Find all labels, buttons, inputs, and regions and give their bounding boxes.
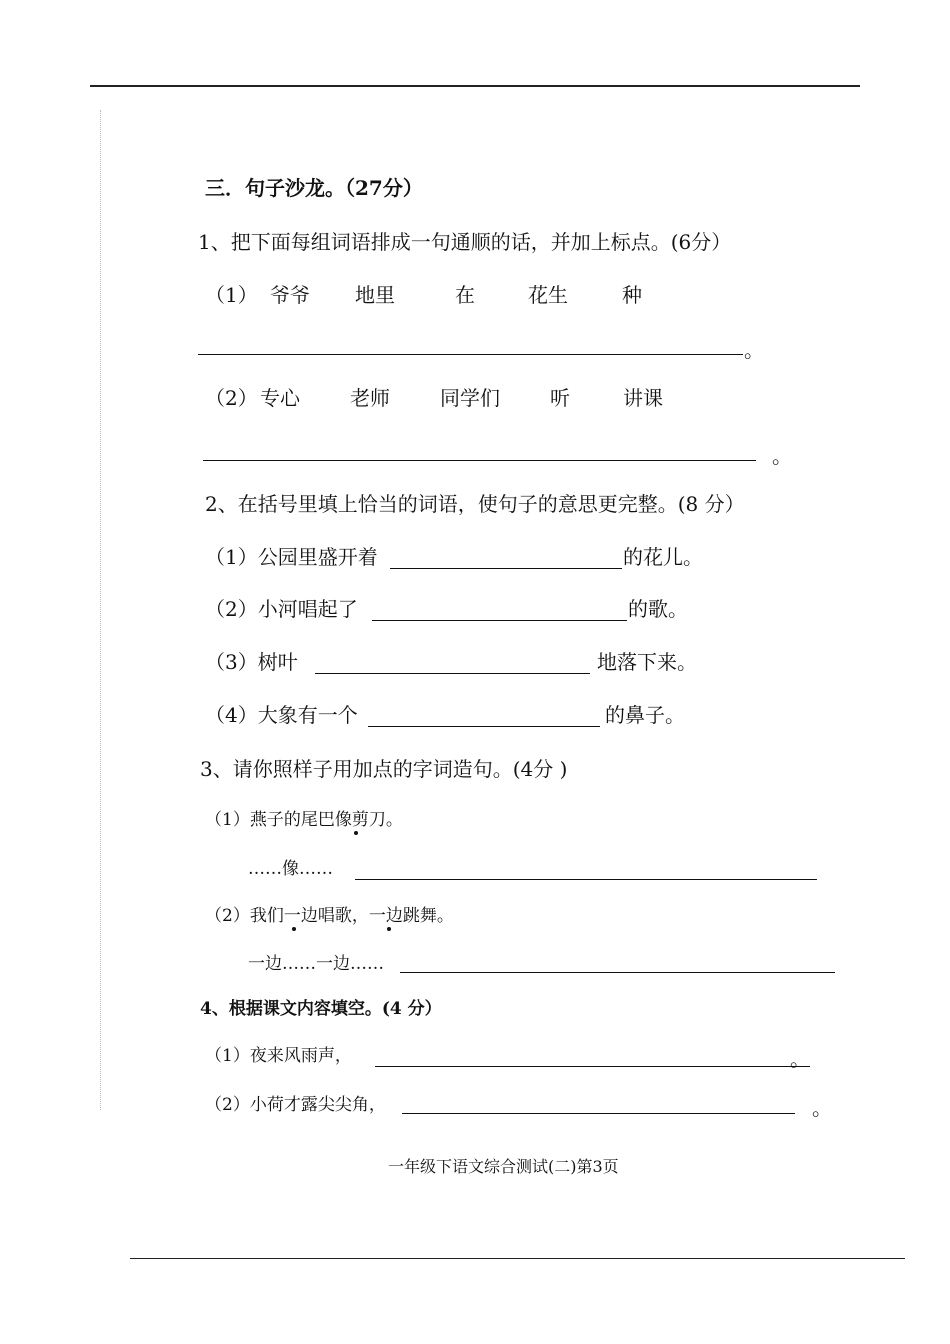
- q1-group1-word: 爷爷: [270, 283, 310, 307]
- q1-end-mark-1: 。: [744, 338, 764, 362]
- q2-item-1-after: 的花儿。: [623, 545, 703, 569]
- q2-blank-4[interactable]: [368, 726, 600, 727]
- q3-answer-line-1[interactable]: [355, 879, 817, 880]
- q4-item-2: （2）小荷才露尖尖角，: [205, 1095, 386, 1115]
- q1-group2-word: 听: [550, 386, 570, 410]
- q3-pattern-2: 一边……一边……: [248, 954, 384, 974]
- q1-group1-label: （1）: [205, 283, 258, 307]
- top-rule: [90, 85, 860, 87]
- q1-answer-line-1[interactable]: [198, 354, 743, 355]
- page-footer: 一年级下语文综合测试(二)第3页: [388, 1157, 619, 1176]
- emphasis-dot: [354, 831, 358, 835]
- q2-item-3-before: （3）树叶: [205, 650, 298, 674]
- q2-blank-2[interactable]: [372, 620, 627, 621]
- q3-example-2: （2）我们一边唱歌，一边跳舞。: [205, 906, 454, 926]
- q3-prompt: 3、请你照样子用加点的字词造句。(4分 ): [200, 757, 568, 781]
- q1-group1-word: 花生: [528, 283, 568, 307]
- section-title: 三．句子沙龙。（27分）: [205, 176, 423, 200]
- q1-prompt: 1、把下面每组词语排成一句通顺的话，并加上标点。(6分）: [198, 230, 732, 254]
- q2-prompt: 2、在括号里填上恰当的词语，使句子的意思更完整。(8 分）: [205, 492, 745, 516]
- q1-group2-word: 讲课: [623, 386, 663, 410]
- q2-blank-3[interactable]: [315, 673, 590, 674]
- q3-answer-line-2[interactable]: [400, 972, 835, 973]
- q1-group1-word: 在: [455, 283, 475, 307]
- q2-item-4-after: 的鼻子。: [605, 703, 685, 727]
- q2-item-4-before: （4）大象有一个: [205, 703, 358, 727]
- q2-blank-1[interactable]: [390, 568, 622, 569]
- q1-group2-word: 老师: [350, 386, 390, 410]
- q1-group1-word: 种: [622, 283, 642, 307]
- q1-group2-word: 专心: [260, 386, 300, 410]
- q2-item-1-before: （1）公园里盛开着: [205, 545, 378, 569]
- q2-item-2-before: （2）小河唱起了: [205, 597, 358, 621]
- q4-answer-line-2[interactable]: [402, 1113, 795, 1114]
- scan-margin: [100, 110, 101, 1110]
- q3-pattern-1: ……像……: [248, 859, 333, 879]
- q4-prompt: 4、根据课文内容填空。(4 分）: [200, 999, 442, 1019]
- q4-end-mark-2: 。: [812, 1096, 832, 1120]
- q4-end-mark-1: 。: [790, 1047, 810, 1071]
- q2-item-2-after: 的歌。: [628, 597, 688, 621]
- q1-end-mark-2: 。: [772, 444, 792, 468]
- emphasis-dot: [387, 927, 391, 931]
- q1-group1-word: 地里: [355, 283, 395, 307]
- q1-group2-word: 同学们: [440, 386, 500, 410]
- emphasis-dot: [292, 927, 296, 931]
- bottom-rule: [130, 1258, 905, 1259]
- q1-answer-line-2[interactable]: [203, 460, 756, 461]
- q2-item-3-after: 地落下来。: [597, 650, 697, 674]
- q4-answer-line-1[interactable]: [375, 1066, 810, 1067]
- q1-group2-label: （2）: [205, 386, 258, 410]
- q3-example-1: （1）燕子的尾巴像剪刀。: [205, 810, 403, 830]
- q4-item-1: （1）夜来风雨声，: [205, 1046, 352, 1066]
